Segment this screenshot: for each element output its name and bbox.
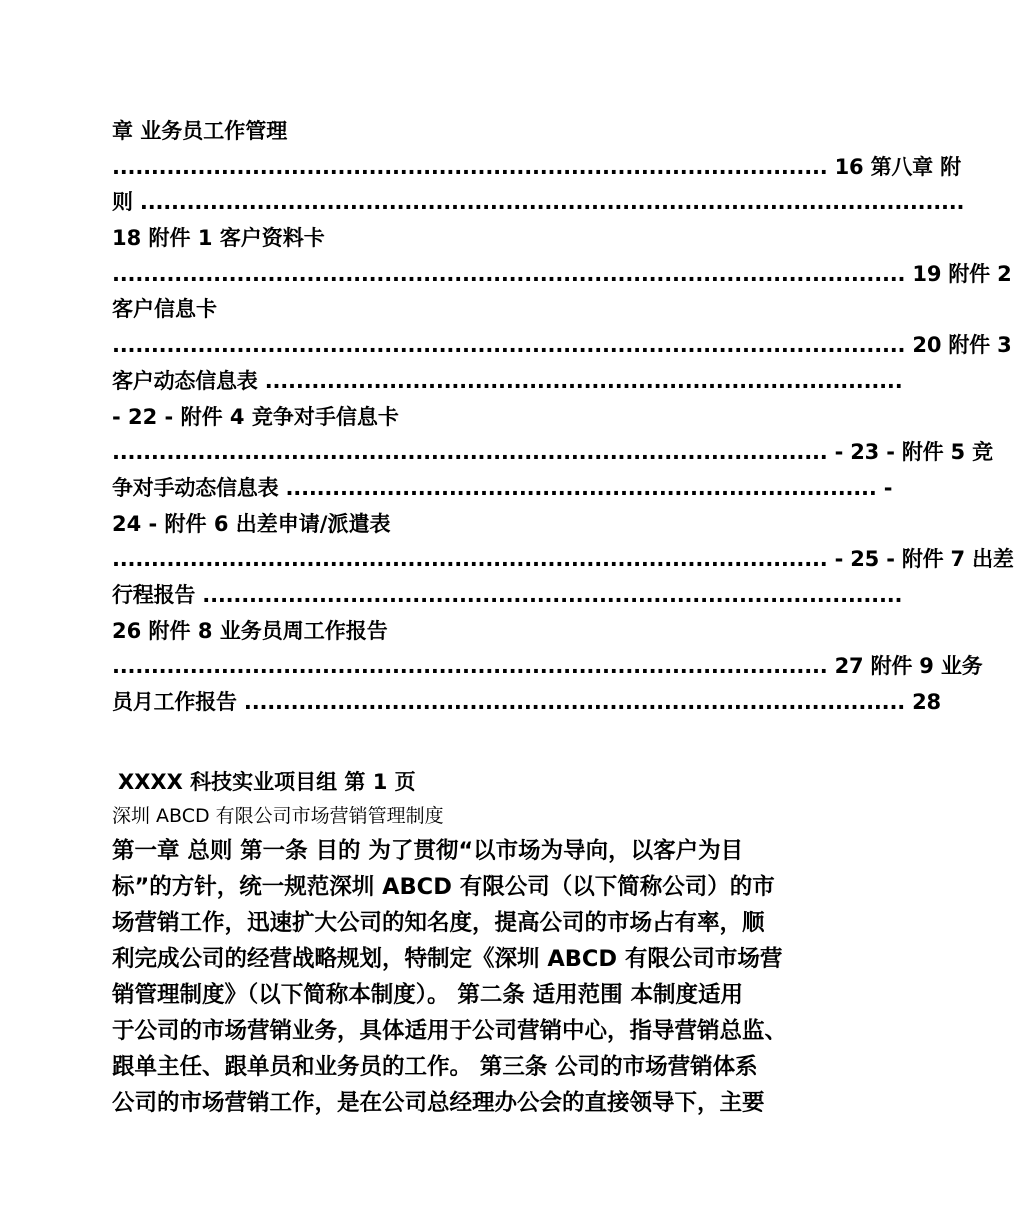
toc-line: ............................................................................................ 16 第八章 附: [112, 154, 961, 179]
table-of-contents: [112, 114, 1014, 721]
toc-line: 章 业务员工作管理: [112, 119, 288, 143]
toc-line: ............................................................................................ - 25 - 附件 7 出差: [112, 547, 1014, 572]
toc-line: 26 附件 8 业务员周工作报告: [112, 618, 388, 643]
document-body: [112, 833, 836, 1121]
toc-line: 则 ..........................................................................................................: [112, 190, 965, 215]
toc-line: 员月工作报告 ..................................................................................... 28: [112, 690, 941, 714]
toc-line: 18 附件 1 客户资料卡: [112, 226, 325, 251]
body-line: 跟单主任、跟单员和业务员的工作。 第三条 公司的市场营销体系: [112, 1053, 758, 1080]
toc-line: 客户信息卡: [112, 297, 217, 322]
page-footer-label: XXXX 科技实业项目组 第 1 页: [118, 769, 416, 794]
toc-line: 24 - 附件 6 出差申请/派遣表: [112, 511, 391, 536]
toc-line: ...................................................................................................... 20 附件 3: [112, 333, 1012, 358]
body-line: 标”的方针，统一规范深圳 ABCD 有限公司（以下简称公司）的市: [112, 873, 775, 900]
toc-line: - 22 - 附件 4 竞争对手信息卡: [112, 404, 399, 429]
toc-line: 争对手动态信息表 ............................................................................ -: [112, 475, 893, 500]
body-line: 利完成公司的经营战略规划，特制定《深圳 ABCD 有限公司市场营: [112, 945, 783, 972]
toc-line: ............................................................................................ 27 附件 9 业务: [112, 654, 983, 679]
body-line: 场营销工作，迅速扩大公司的知名度，提高公司的市场占有率，顺: [112, 909, 765, 936]
document-page: [112, 114, 1014, 1121]
body-line: 销管理制度》（以下简称本制度）。 第二条 适用范围 本制度适用: [112, 981, 744, 1008]
section-gap: [112, 721, 836, 765]
body-line: 第一章 总则 第一条 目的 为了贯彻“以市场为导向，以客户为目: [112, 837, 744, 864]
toc-line: ...................................................................................................... 19 附件 2: [112, 261, 1012, 286]
body-line: 于公司的市场营销业务，具体适用于公司营销中心，指导营销总监、: [112, 1017, 788, 1044]
document-title: 深圳 ABCD 有限公司市场营销管理制度: [112, 804, 444, 827]
body-line: 公司的市场营销工作，是在公司总经理办公会的直接领导下，主要: [112, 1089, 765, 1116]
toc-line: 行程报告 ..........................................................................................: [112, 582, 903, 607]
toc-line: ............................................................................................ - 23 - 附件 5 竞: [112, 440, 993, 465]
toc-line: 客户动态信息表 ..................................................................................: [112, 368, 903, 393]
